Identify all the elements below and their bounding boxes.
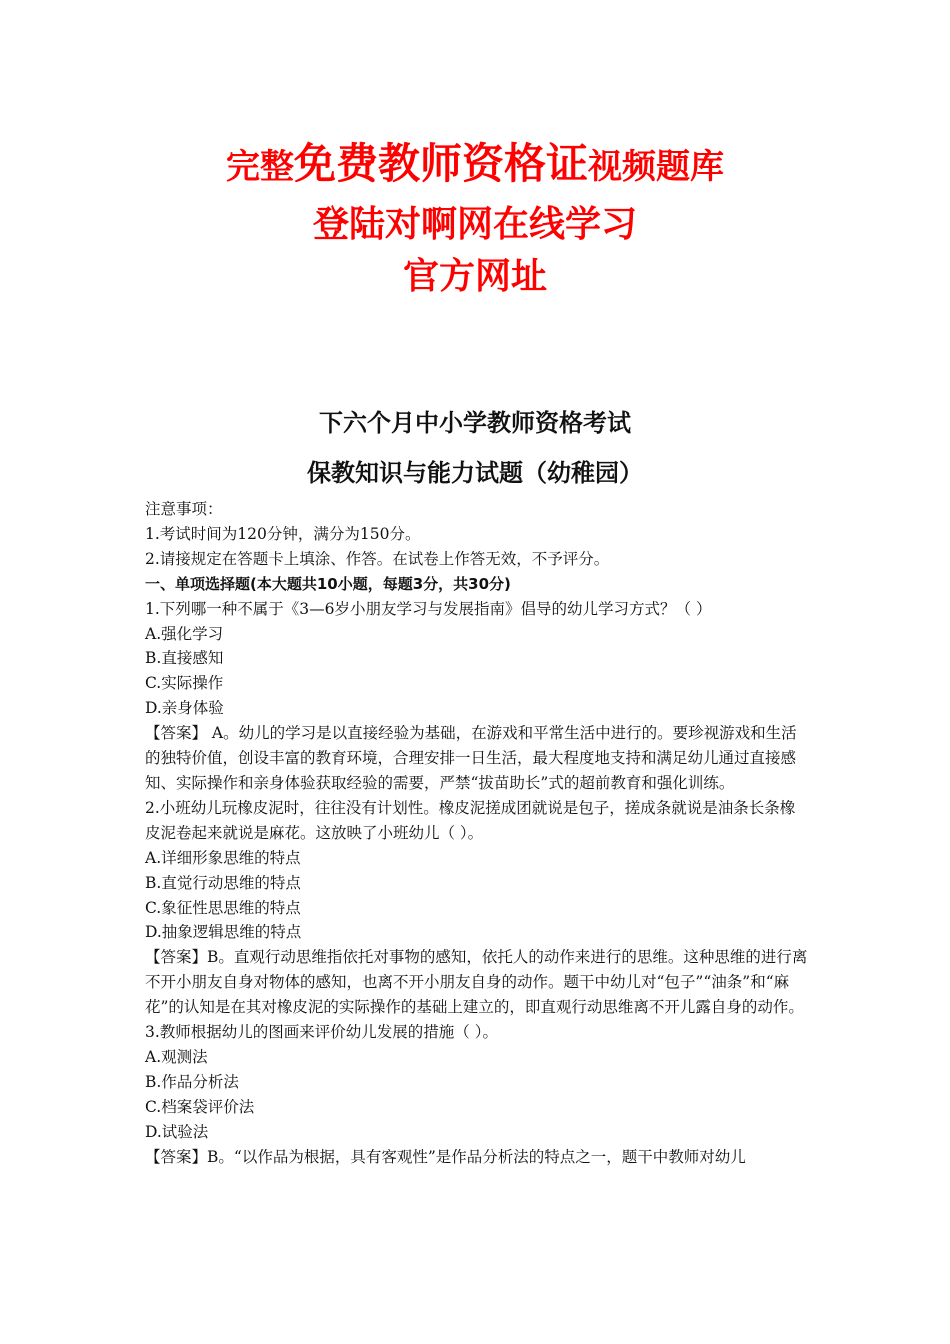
question-option: D.亲身体验: [145, 699, 224, 718]
promo-text-c: 视频题库: [588, 147, 724, 187]
question-option: B.作品分析法: [145, 1072, 239, 1091]
question-stem: 1.下列哪一种不属于《3—6岁小朋友学习与发展指南》倡导的幼儿学习方式？（ ）: [145, 599, 712, 618]
notes-item: 2.请接规定在答题卡上填涂、作答。在试卷上作答无效，不予评分。: [145, 549, 610, 568]
question-stem: 2.小班幼儿玩橡皮泥时，往往没有计划性。橡皮泥搓成团就说是包子，搓成条就说是油条长条橡皮泥卷起来就说是麻花。这放映了小班幼儿（ ）。: [145, 798, 796, 842]
question-option: B.直接感知: [145, 649, 224, 668]
question-answer: 【答案】B。“以作品为根据，具有客观性”是作品分析法的特点之一，题干中教师对幼儿: [145, 1147, 746, 1166]
notes-item: 1.考试时间为120分钟，满分为150分。: [145, 524, 421, 543]
question-option: B.直觉行动思维的特点: [145, 873, 301, 892]
exam-title: 下六个月中小学教师资格考试: [319, 408, 631, 437]
notes-heading: 注意事项：: [145, 500, 223, 518]
question-stem: 3.教师根据幼儿的图画来评价幼儿发展的措施（ ）。: [145, 1023, 498, 1042]
promo-banner-line3: 官方网址: [402, 256, 547, 297]
question-option: A.观测法: [145, 1047, 208, 1066]
question-option: C.象征性思思维的特点: [145, 898, 301, 917]
promo-banner-line1: [0, 140, 950, 191]
question-option: A.强化学习: [145, 624, 224, 643]
question-option: D.试验法: [145, 1122, 209, 1141]
promo-text-b: 免费教师资格证: [293, 139, 588, 188]
question-option: C.实际操作: [145, 674, 224, 693]
section-heading: 一、单项选择题(本大题共10小题，每题3分，共30分): [145, 574, 511, 593]
promo-text-a: 完整: [225, 147, 294, 187]
question-answer: 【答案】 A。幼儿的学习是以直接经验为基础，在游戏和平常生活中进行的。要珍视游戏和生活的独特价值，创设丰富的教育环境，合理安排一日生活，最大程度地支持和满足幼儿通过直接感知、实际操作和亲身体验获取经验的需要，严禁“拔苗助长”式的超前教育和强化训练。: [145, 724, 797, 792]
question-option: D.抽象逻辑思维的特点: [145, 923, 302, 942]
exam-subtitle: 保教知识与能力试题（幼稚园）: [307, 458, 643, 487]
question-answer: 【答案】B。直观行动思维指依托对事物的感知，依托人的动作来进行的思维。这种思维的进行离不开小朋友自身对物体的感知，也离不开小朋友自身的动作。题干中幼儿对“包子”“油条”和“麻花”的认知是在其对橡皮泥的实际操作的基础上建立的，即直观行动思维离不开儿露自身的动作。: [145, 948, 808, 1017]
promo-banner-line2: 登陆对啊网在线学习: [312, 204, 637, 245]
question-option: A.详细形象思维的特点: [145, 848, 301, 867]
exam-body: [145, 497, 810, 1169]
question-option: C.档案袋评价法: [145, 1097, 255, 1116]
